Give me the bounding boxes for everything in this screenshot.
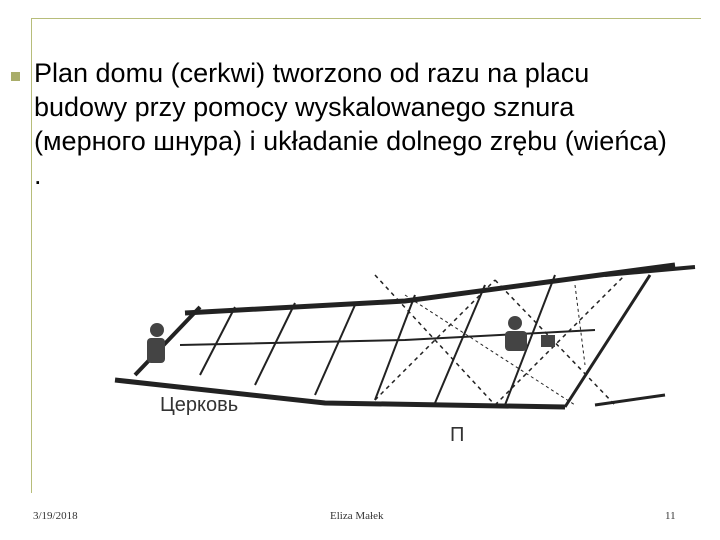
top-rule: [31, 18, 701, 19]
frame-log-top: [185, 265, 675, 313]
footer-page-number: 11: [665, 510, 676, 522]
frame-log-right: [565, 275, 650, 407]
worker-figure-left: [147, 323, 165, 363]
left-rule: [31, 18, 32, 493]
label-church: Церковь: [160, 394, 239, 416]
label-p: П: [450, 424, 465, 445]
footer-author: Eliza Małek: [330, 510, 384, 522]
slide-body-text: Plan domu (cerkwi) tworzono od razu na placu budowy przy pomocy wyskalowanego sznura (мерного шнура) i układanie dolnego zrębu (wieńca) .: [34, 58, 667, 190]
church-plan-drawing: [105, 245, 700, 445]
footer-date: 3/19/2018: [33, 510, 78, 522]
bullet-square: [11, 72, 20, 81]
frame-log-left: [135, 307, 200, 375]
